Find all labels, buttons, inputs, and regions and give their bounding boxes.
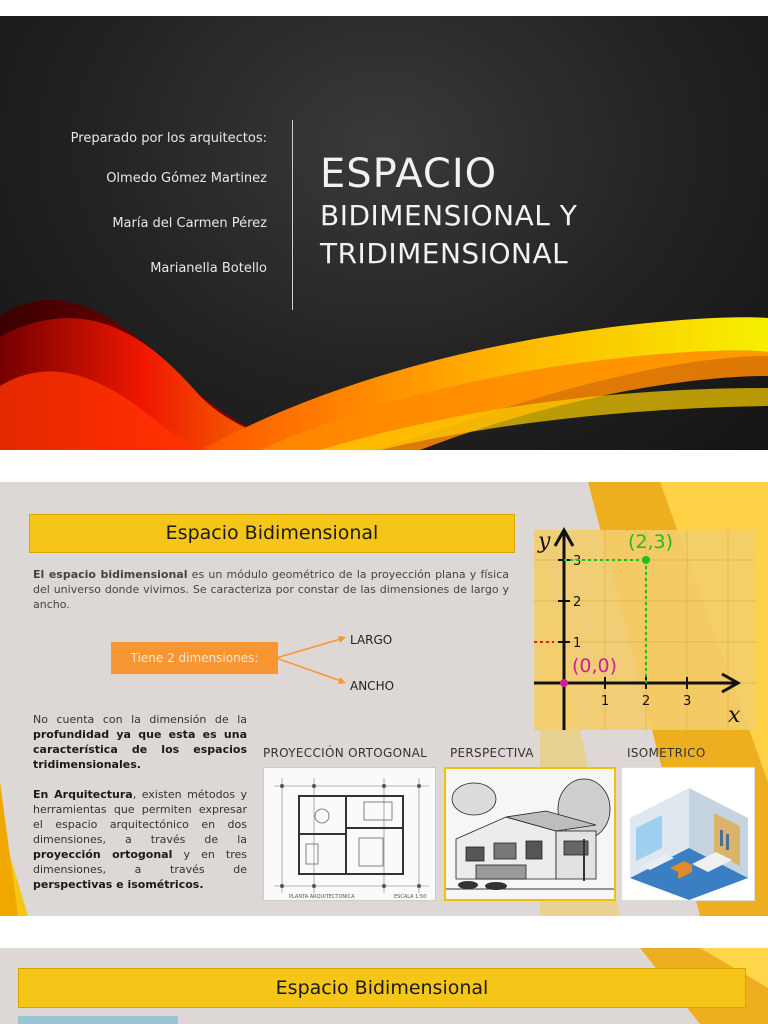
y-tick-labels [573, 554, 581, 651]
dimension-ancho: ANCHO [350, 679, 395, 693]
title-line-1: ESPACIO [320, 151, 498, 197]
author-name: Marianella Botello [150, 261, 267, 276]
caption-orthogonal: PROYECCIÓN ORTOGONAL [263, 746, 428, 760]
floor-plan-drawing [264, 768, 436, 901]
authors-block [47, 130, 267, 305]
tick-label: 3 [683, 694, 692, 709]
title-divider [292, 120, 293, 310]
tick-label: 2 [642, 694, 651, 709]
origin-point [560, 679, 568, 687]
dimensions-box: Tiene 2 dimensiones: [111, 642, 278, 674]
tick-label: 3 [573, 554, 582, 569]
perspective-image [444, 767, 616, 901]
author-name: María del Carmen Pérez [112, 216, 267, 231]
depth-bold: profundidad ya que esta es una característica de los espacios tridimensionales. [33, 728, 247, 771]
content-slide [0, 482, 768, 916]
section-heading: Espacio Bidimensional [18, 968, 746, 1008]
plan-scale-label: ESCALA 1:50 [394, 894, 427, 900]
caption-isometric: ISOMETRICO [627, 746, 706, 760]
dimension-largo: LARGO [350, 633, 393, 647]
point-label: (2,3) [628, 531, 674, 553]
slide-photo [18, 1016, 178, 1024]
title-line-3: TRIDIMENSIONAL [320, 237, 569, 270]
section-heading: Espacio Bidimensional [29, 514, 515, 553]
intro-paragraph [33, 567, 509, 612]
isometric-image [621, 767, 755, 901]
prepared-by-label: Preparado por los arquitectos: [70, 131, 267, 146]
architecture-bold: En Arquitectura [33, 788, 133, 801]
isometric-room [622, 768, 755, 901]
plan-footer-label: PLANTA ARQUITECTONICA [289, 894, 355, 900]
architecture-paragraph [33, 787, 247, 892]
architecture-text: , existen métodos y herramientas que permiten expresar el espacio arquitectónico en dos dimensiones, a través de la [33, 788, 248, 846]
tick-label: 2 [573, 595, 582, 610]
dimension-arrows [276, 632, 356, 692]
three-dim-text: y en tres dimensiones, a través de [33, 848, 247, 876]
perspective-sketch [446, 769, 614, 899]
perspectives-bold: perspectivas e isométricos. [33, 878, 204, 891]
author-name: Olmedo Gómez Martinez [106, 171, 267, 186]
intro-bold: El espacio bidimensional [33, 568, 188, 581]
intro-text: es un módulo geométrico de la proyección plana y física del universo donde vivimos. Se caracteriza por constar de las dimensiones de largo y ancho. [33, 568, 509, 611]
content-slide-next [0, 948, 768, 1024]
caption-perspective: PERSPECTIVA [450, 746, 534, 760]
floor-plan-image [263, 767, 436, 901]
orthogonal-bold: proyección ortogonal [33, 848, 173, 861]
depth-text: No cuenta con la dimensión de la [33, 713, 247, 726]
title-slide [0, 16, 768, 450]
depth-paragraph [33, 712, 247, 772]
x-axis-label: x [728, 703, 741, 728]
presentation-title [320, 152, 577, 272]
origin-label: (0,0) [572, 655, 618, 677]
y-axis-label: y [538, 529, 551, 554]
tick-label: 1 [573, 636, 582, 651]
point-2-3 [642, 556, 650, 564]
coordinate-graph [530, 520, 762, 734]
body-paragraphs [33, 712, 247, 907]
title-line-2: BIDIMENSIONAL Y [320, 199, 578, 232]
tick-label: 1 [601, 694, 610, 709]
